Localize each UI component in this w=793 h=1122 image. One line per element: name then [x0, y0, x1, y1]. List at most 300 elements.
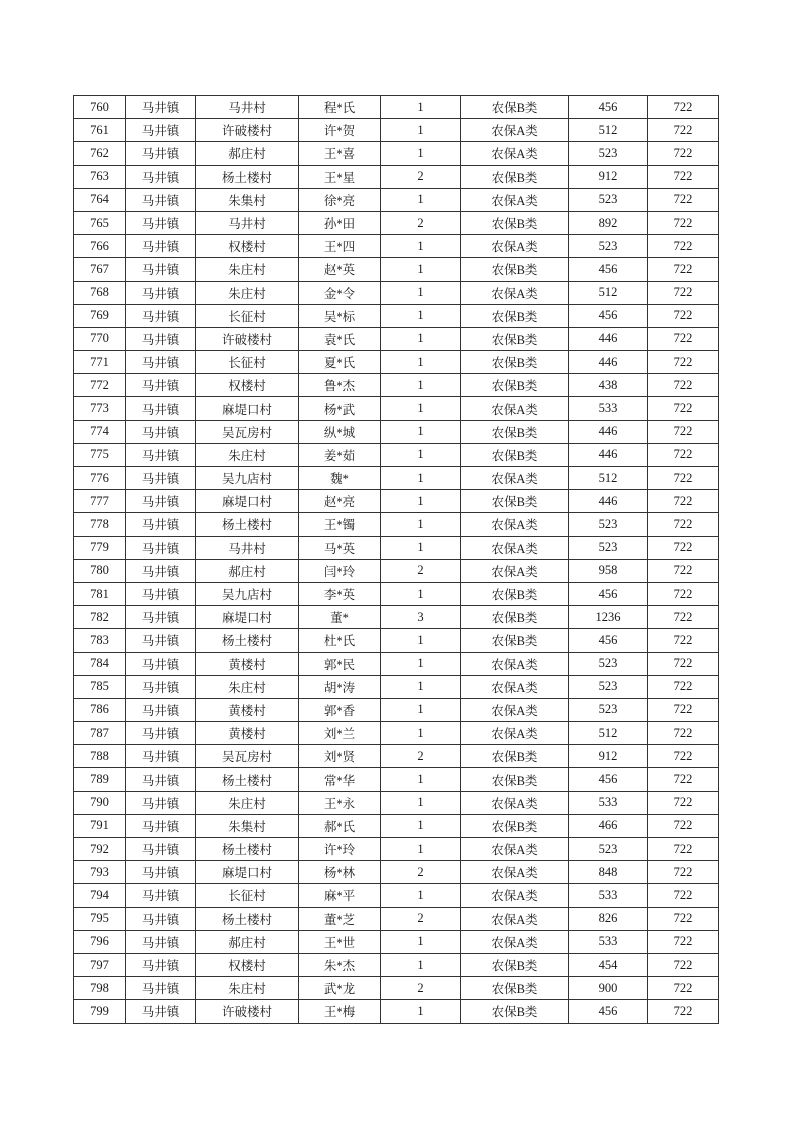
cell-person-count: 1 [381, 443, 461, 466]
cell-village: 马井村 [196, 536, 299, 559]
cell-insurance-category: 农保B类 [461, 582, 569, 605]
cell-amount: 523 [569, 235, 648, 258]
cell-town: 马井镇 [126, 351, 196, 374]
table-row [74, 768, 719, 791]
cell-insurance-category: 农保B类 [461, 420, 569, 443]
cell-seq: 785 [74, 675, 126, 698]
cell-seq: 762 [74, 142, 126, 165]
cell-person-count: 1 [381, 96, 461, 119]
cell-amount: 446 [569, 443, 648, 466]
cell-standard: 722 [648, 930, 719, 953]
cell-town: 马井镇 [126, 768, 196, 791]
cell-person-count: 1 [381, 768, 461, 791]
cell-standard: 722 [648, 188, 719, 211]
cell-seq: 763 [74, 165, 126, 188]
cell-amount: 456 [569, 768, 648, 791]
cell-village: 权楼村 [196, 374, 299, 397]
cell-standard: 722 [648, 165, 719, 188]
cell-person-count: 1 [381, 698, 461, 721]
cell-standard: 722 [648, 211, 719, 234]
cell-amount: 533 [569, 791, 648, 814]
cell-person-count: 1 [381, 304, 461, 327]
cell-amount: 446 [569, 490, 648, 513]
cell-town: 马井镇 [126, 536, 196, 559]
cell-standard: 722 [648, 96, 719, 119]
cell-person-count: 2 [381, 165, 461, 188]
cell-standard: 722 [648, 258, 719, 281]
table-row [74, 420, 719, 443]
cell-seq: 796 [74, 930, 126, 953]
cell-person-name: 杜*氏 [299, 629, 381, 652]
cell-person-count: 1 [381, 281, 461, 304]
cell-amount: 523 [569, 675, 648, 698]
cell-person-name: 郝*氏 [299, 814, 381, 837]
cell-person-name: 董*芝 [299, 907, 381, 930]
cell-village: 权楼村 [196, 953, 299, 976]
cell-person-name: 刘*兰 [299, 722, 381, 745]
cell-standard: 722 [648, 119, 719, 142]
table-row [74, 374, 719, 397]
cell-seq: 781 [74, 582, 126, 605]
cell-insurance-category: 农保B类 [461, 258, 569, 281]
cell-amount: 912 [569, 745, 648, 768]
cell-town: 马井镇 [126, 327, 196, 350]
cell-person-name: 杨*武 [299, 397, 381, 420]
cell-town: 马井镇 [126, 629, 196, 652]
cell-standard: 722 [648, 467, 719, 490]
cell-insurance-category: 农保B类 [461, 165, 569, 188]
cell-town: 马井镇 [126, 953, 196, 976]
cell-person-count: 1 [381, 327, 461, 350]
cell-insurance-category: 农保A类 [461, 652, 569, 675]
cell-town: 马井镇 [126, 884, 196, 907]
cell-village: 长征村 [196, 884, 299, 907]
cell-village: 吴瓦房村 [196, 745, 299, 768]
cell-insurance-category: 农保A类 [461, 791, 569, 814]
cell-seq: 760 [74, 96, 126, 119]
cell-village: 杨土楼村 [196, 629, 299, 652]
cell-person-count: 2 [381, 745, 461, 768]
cell-seq: 780 [74, 559, 126, 582]
cell-insurance-category: 农保A类 [461, 861, 569, 884]
cell-person-name: 许*贺 [299, 119, 381, 142]
cell-village: 黄楼村 [196, 722, 299, 745]
cell-town: 马井镇 [126, 374, 196, 397]
cell-insurance-category: 农保A类 [461, 142, 569, 165]
table-row [74, 96, 719, 119]
cell-village: 郝庄村 [196, 142, 299, 165]
table-row [74, 907, 719, 930]
table-row [74, 559, 719, 582]
table-row [74, 791, 719, 814]
table-row [74, 443, 719, 466]
cell-seq: 794 [74, 884, 126, 907]
table-row [74, 467, 719, 490]
cell-person-count: 2 [381, 907, 461, 930]
cell-insurance-category: 农保B类 [461, 953, 569, 976]
cell-seq: 779 [74, 536, 126, 559]
table-row [74, 281, 719, 304]
cell-town: 马井镇 [126, 559, 196, 582]
cell-amount: 912 [569, 165, 648, 188]
cell-seq: 783 [74, 629, 126, 652]
cell-village: 郝庄村 [196, 930, 299, 953]
cell-person-name: 纵*城 [299, 420, 381, 443]
cell-standard: 722 [648, 1000, 719, 1023]
cell-insurance-category: 农保A类 [461, 397, 569, 420]
cell-seq: 786 [74, 698, 126, 721]
cell-person-name: 吴*标 [299, 304, 381, 327]
cell-person-name: 王*永 [299, 791, 381, 814]
cell-insurance-category: 农保B类 [461, 977, 569, 1000]
cell-insurance-category: 农保A类 [461, 119, 569, 142]
cell-seq: 764 [74, 188, 126, 211]
cell-seq: 791 [74, 814, 126, 837]
cell-seq: 790 [74, 791, 126, 814]
cell-town: 马井镇 [126, 652, 196, 675]
cell-amount: 523 [569, 188, 648, 211]
cell-amount: 438 [569, 374, 648, 397]
cell-amount: 446 [569, 327, 648, 350]
cell-seq: 782 [74, 606, 126, 629]
cell-person-name: 王*喜 [299, 142, 381, 165]
cell-standard: 722 [648, 304, 719, 327]
table-row [74, 930, 719, 953]
cell-insurance-category: 农保B类 [461, 327, 569, 350]
cell-person-count: 1 [381, 791, 461, 814]
cell-village: 朱庄村 [196, 443, 299, 466]
cell-town: 马井镇 [126, 304, 196, 327]
cell-standard: 722 [648, 142, 719, 165]
table-row [74, 397, 719, 420]
cell-town: 马井镇 [126, 722, 196, 745]
cell-village: 朱庄村 [196, 675, 299, 698]
table-row [74, 211, 719, 234]
table-row [74, 953, 719, 976]
cell-village: 许破楼村 [196, 119, 299, 142]
cell-standard: 722 [648, 327, 719, 350]
cell-village: 郝庄村 [196, 559, 299, 582]
cell-insurance-category: 农保B类 [461, 96, 569, 119]
cell-standard: 722 [648, 536, 719, 559]
cell-amount: 512 [569, 119, 648, 142]
cell-standard: 722 [648, 861, 719, 884]
cell-amount: 900 [569, 977, 648, 1000]
cell-person-count: 1 [381, 119, 461, 142]
cell-town: 马井镇 [126, 165, 196, 188]
table-row [74, 188, 719, 211]
table-row [74, 861, 719, 884]
cell-seq: 784 [74, 652, 126, 675]
cell-town: 马井镇 [126, 907, 196, 930]
cell-seq: 761 [74, 119, 126, 142]
cell-person-count: 1 [381, 1000, 461, 1023]
cell-town: 马井镇 [126, 119, 196, 142]
cell-seq: 777 [74, 490, 126, 513]
cell-village: 吴九店村 [196, 582, 299, 605]
table-row [74, 536, 719, 559]
cell-seq: 793 [74, 861, 126, 884]
cell-person-count: 1 [381, 838, 461, 861]
table-row [74, 606, 719, 629]
cell-town: 马井镇 [126, 188, 196, 211]
cell-insurance-category: 农保A类 [461, 235, 569, 258]
cell-person-name: 郭*香 [299, 698, 381, 721]
cell-standard: 722 [648, 698, 719, 721]
table-row [74, 838, 719, 861]
cell-insurance-category: 农保A类 [461, 536, 569, 559]
table-row [74, 327, 719, 350]
cell-insurance-category: 农保A类 [461, 930, 569, 953]
cell-insurance-category: 农保A类 [461, 675, 569, 698]
cell-seq: 775 [74, 443, 126, 466]
cell-amount: 533 [569, 930, 648, 953]
table-row [74, 119, 719, 142]
cell-insurance-category: 农保A类 [461, 281, 569, 304]
cell-standard: 722 [648, 722, 719, 745]
cell-standard: 722 [648, 443, 719, 466]
cell-town: 马井镇 [126, 814, 196, 837]
cell-person-name: 赵*英 [299, 258, 381, 281]
cell-village: 杨土楼村 [196, 513, 299, 536]
cell-town: 马井镇 [126, 582, 196, 605]
cell-person-count: 2 [381, 559, 461, 582]
table-row [74, 582, 719, 605]
cell-amount: 523 [569, 698, 648, 721]
cell-town: 马井镇 [126, 490, 196, 513]
cell-standard: 722 [648, 420, 719, 443]
cell-seq: 788 [74, 745, 126, 768]
cell-village: 麻堤口村 [196, 490, 299, 513]
table-row [74, 142, 719, 165]
cell-village: 朱庄村 [196, 977, 299, 1000]
cell-village: 朱集村 [196, 814, 299, 837]
cell-insurance-category: 农保B类 [461, 211, 569, 234]
cell-standard: 722 [648, 652, 719, 675]
cell-village: 许破楼村 [196, 1000, 299, 1023]
cell-seq: 789 [74, 768, 126, 791]
cell-person-name: 王*星 [299, 165, 381, 188]
cell-seq: 766 [74, 235, 126, 258]
cell-standard: 722 [648, 235, 719, 258]
cell-seq: 773 [74, 397, 126, 420]
cell-person-count: 1 [381, 420, 461, 443]
table-body [74, 96, 719, 1024]
cell-amount: 523 [569, 652, 648, 675]
cell-person-count: 2 [381, 211, 461, 234]
cell-person-count: 1 [381, 722, 461, 745]
cell-amount: 892 [569, 211, 648, 234]
cell-standard: 722 [648, 884, 719, 907]
cell-amount: 454 [569, 953, 648, 976]
cell-insurance-category: 农保B类 [461, 374, 569, 397]
cell-insurance-category: 农保B类 [461, 629, 569, 652]
cell-town: 马井镇 [126, 96, 196, 119]
cell-village: 朱集村 [196, 188, 299, 211]
cell-town: 马井镇 [126, 281, 196, 304]
cell-standard: 722 [648, 582, 719, 605]
cell-town: 马井镇 [126, 606, 196, 629]
table-row [74, 652, 719, 675]
cell-town: 马井镇 [126, 1000, 196, 1023]
cell-insurance-category: 农保A类 [461, 907, 569, 930]
cell-amount: 456 [569, 96, 648, 119]
cell-person-count: 2 [381, 861, 461, 884]
cell-person-count: 1 [381, 513, 461, 536]
cell-town: 马井镇 [126, 745, 196, 768]
cell-town: 马井镇 [126, 930, 196, 953]
cell-standard: 722 [648, 977, 719, 1000]
cell-person-name: 鲁*杰 [299, 374, 381, 397]
cell-amount: 456 [569, 258, 648, 281]
cell-person-name: 魏* [299, 467, 381, 490]
cell-amount: 456 [569, 1000, 648, 1023]
cell-village: 朱庄村 [196, 791, 299, 814]
cell-standard: 722 [648, 814, 719, 837]
cell-person-count: 1 [381, 490, 461, 513]
cell-person-count: 1 [381, 351, 461, 374]
cell-town: 马井镇 [126, 235, 196, 258]
cell-amount: 1236 [569, 606, 648, 629]
cell-person-count: 1 [381, 536, 461, 559]
cell-seq: 798 [74, 977, 126, 1000]
cell-village: 吴瓦房村 [196, 420, 299, 443]
cell-village: 马井村 [196, 96, 299, 119]
cell-town: 马井镇 [126, 675, 196, 698]
cell-town: 马井镇 [126, 211, 196, 234]
cell-amount: 446 [569, 351, 648, 374]
cell-village: 权楼村 [196, 235, 299, 258]
cell-insurance-category: 农保B类 [461, 606, 569, 629]
cell-person-name: 闫*玲 [299, 559, 381, 582]
cell-person-name: 刘*贤 [299, 745, 381, 768]
cell-standard: 722 [648, 907, 719, 930]
cell-insurance-category: 农保B类 [461, 768, 569, 791]
cell-amount: 466 [569, 814, 648, 837]
cell-person-name: 胡*涛 [299, 675, 381, 698]
cell-person-name: 王*世 [299, 930, 381, 953]
cell-amount: 456 [569, 629, 648, 652]
cell-seq: 799 [74, 1000, 126, 1023]
cell-person-count: 1 [381, 374, 461, 397]
cell-person-name: 徐*亮 [299, 188, 381, 211]
cell-seq: 776 [74, 467, 126, 490]
cell-amount: 523 [569, 513, 648, 536]
cell-person-name: 赵*亮 [299, 490, 381, 513]
cell-person-name: 王*梅 [299, 1000, 381, 1023]
cell-amount: 848 [569, 861, 648, 884]
table-row [74, 258, 719, 281]
cell-insurance-category: 农保B类 [461, 1000, 569, 1023]
cell-town: 马井镇 [126, 513, 196, 536]
cell-amount: 512 [569, 281, 648, 304]
cell-person-count: 3 [381, 606, 461, 629]
cell-seq: 765 [74, 211, 126, 234]
cell-standard: 722 [648, 351, 719, 374]
cell-seq: 772 [74, 374, 126, 397]
cell-person-count: 1 [381, 235, 461, 258]
cell-person-count: 1 [381, 582, 461, 605]
cell-amount: 826 [569, 907, 648, 930]
table-row [74, 722, 719, 745]
cell-village: 马井村 [196, 211, 299, 234]
cell-amount: 523 [569, 142, 648, 165]
cell-standard: 722 [648, 513, 719, 536]
cell-person-count: 1 [381, 953, 461, 976]
cell-person-name: 王*镯 [299, 513, 381, 536]
cell-amount: 456 [569, 304, 648, 327]
cell-town: 马井镇 [126, 838, 196, 861]
cell-person-name: 李*英 [299, 582, 381, 605]
table-row [74, 304, 719, 327]
benefit-roster-table [73, 95, 719, 1024]
cell-town: 马井镇 [126, 861, 196, 884]
cell-village: 杨土楼村 [196, 768, 299, 791]
cell-village: 黄楼村 [196, 652, 299, 675]
cell-person-name: 郭*民 [299, 652, 381, 675]
cell-amount: 533 [569, 397, 648, 420]
cell-insurance-category: 农保A类 [461, 838, 569, 861]
cell-town: 马井镇 [126, 397, 196, 420]
cell-seq: 795 [74, 907, 126, 930]
cell-insurance-category: 农保B类 [461, 351, 569, 374]
cell-insurance-category: 农保A类 [461, 884, 569, 907]
cell-person-name: 朱*杰 [299, 953, 381, 976]
cell-village: 长征村 [196, 351, 299, 374]
cell-village: 麻堤口村 [196, 861, 299, 884]
cell-standard: 722 [648, 768, 719, 791]
cell-amount: 512 [569, 722, 648, 745]
cell-village: 长征村 [196, 304, 299, 327]
cell-person-count: 1 [381, 467, 461, 490]
cell-person-name: 杨*林 [299, 861, 381, 884]
table-row [74, 884, 719, 907]
cell-person-count: 1 [381, 884, 461, 907]
table-row [74, 698, 719, 721]
cell-village: 黄楼村 [196, 698, 299, 721]
cell-person-count: 1 [381, 258, 461, 281]
cell-insurance-category: 农保B类 [461, 814, 569, 837]
cell-village: 杨土楼村 [196, 907, 299, 930]
cell-person-count: 2 [381, 977, 461, 1000]
cell-village: 麻堤口村 [196, 397, 299, 420]
cell-person-name: 许*玲 [299, 838, 381, 861]
cell-town: 马井镇 [126, 791, 196, 814]
cell-insurance-category: 农保A类 [461, 559, 569, 582]
cell-person-name: 武*龙 [299, 977, 381, 1000]
cell-town: 马井镇 [126, 258, 196, 281]
cell-person-count: 1 [381, 930, 461, 953]
cell-amount: 446 [569, 420, 648, 443]
cell-standard: 722 [648, 629, 719, 652]
cell-insurance-category: 农保B类 [461, 443, 569, 466]
cell-person-count: 1 [381, 814, 461, 837]
cell-standard: 722 [648, 397, 719, 420]
cell-person-name: 常*华 [299, 768, 381, 791]
cell-seq: 778 [74, 513, 126, 536]
cell-person-count: 1 [381, 397, 461, 420]
cell-standard: 722 [648, 745, 719, 768]
cell-seq: 767 [74, 258, 126, 281]
cell-town: 马井镇 [126, 698, 196, 721]
table-row [74, 814, 719, 837]
cell-seq: 768 [74, 281, 126, 304]
table-row [74, 490, 719, 513]
cell-town: 马井镇 [126, 142, 196, 165]
cell-insurance-category: 农保A类 [461, 467, 569, 490]
cell-insurance-category: 农保A类 [461, 722, 569, 745]
cell-person-count: 1 [381, 188, 461, 211]
